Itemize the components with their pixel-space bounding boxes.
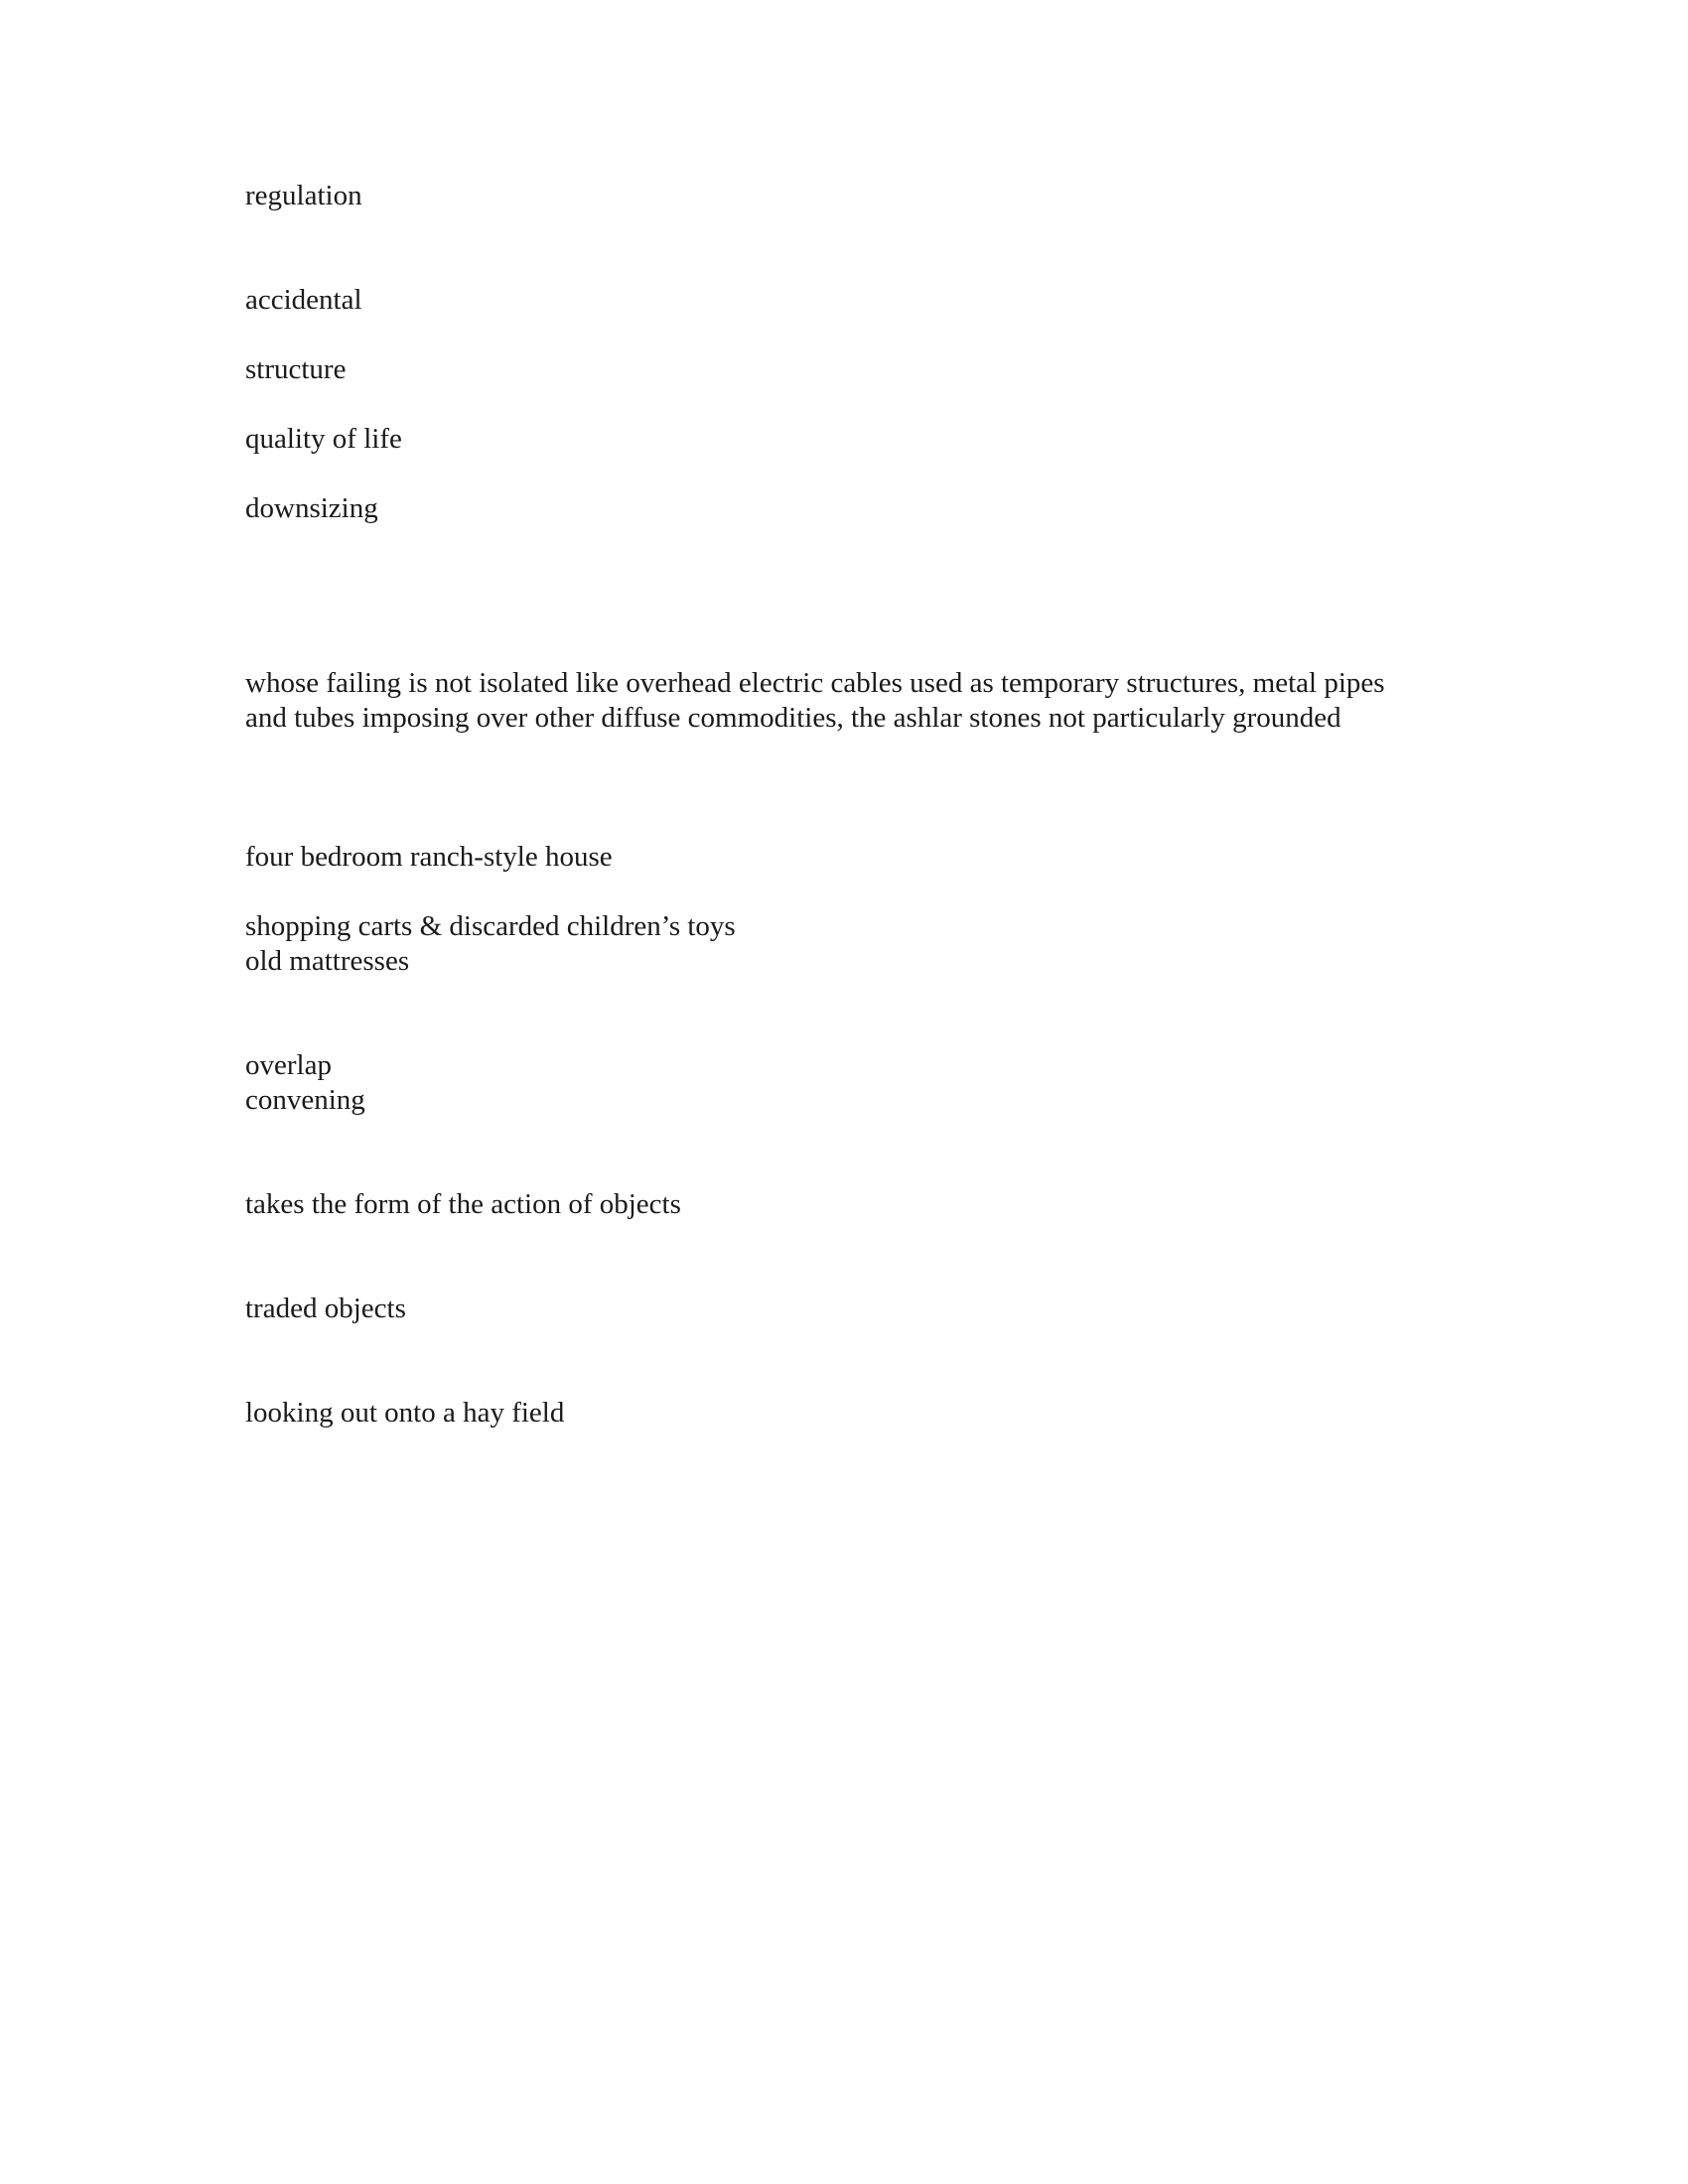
text-line-overlap: overlap bbox=[245, 1049, 332, 1081]
text-line-old-mattresses: old mattresses bbox=[245, 945, 410, 977]
text-line-ranch-house: four bedroom ranch-style house bbox=[245, 841, 613, 873]
text-line-shopping-carts: shopping carts & discarded children’s toys bbox=[245, 910, 736, 942]
text-line-regulation: regulation bbox=[245, 180, 362, 211]
paragraph-line-2: and tubes imposing over other diffuse commodities, the ashlar stones not particularly grounded bbox=[245, 702, 1341, 734]
text-line-traded-objects: traded objects bbox=[245, 1293, 406, 1324]
text-line-hay-field: looking out onto a hay field bbox=[245, 1397, 565, 1429]
text-line-downsizing: downsizing bbox=[245, 492, 378, 524]
text-line-convening: convening bbox=[245, 1084, 365, 1116]
text-line-structure: structure bbox=[245, 353, 347, 385]
text-line-accidental: accidental bbox=[245, 284, 362, 316]
text-line-action-of-objects: takes the form of the action of objects bbox=[245, 1188, 681, 1220]
paragraph-line-1: whose failing is not isolated like overhead electric cables used as temporary structures, metal pipes bbox=[245, 667, 1385, 699]
text-line-quality-of-life: quality of life bbox=[245, 423, 402, 455]
